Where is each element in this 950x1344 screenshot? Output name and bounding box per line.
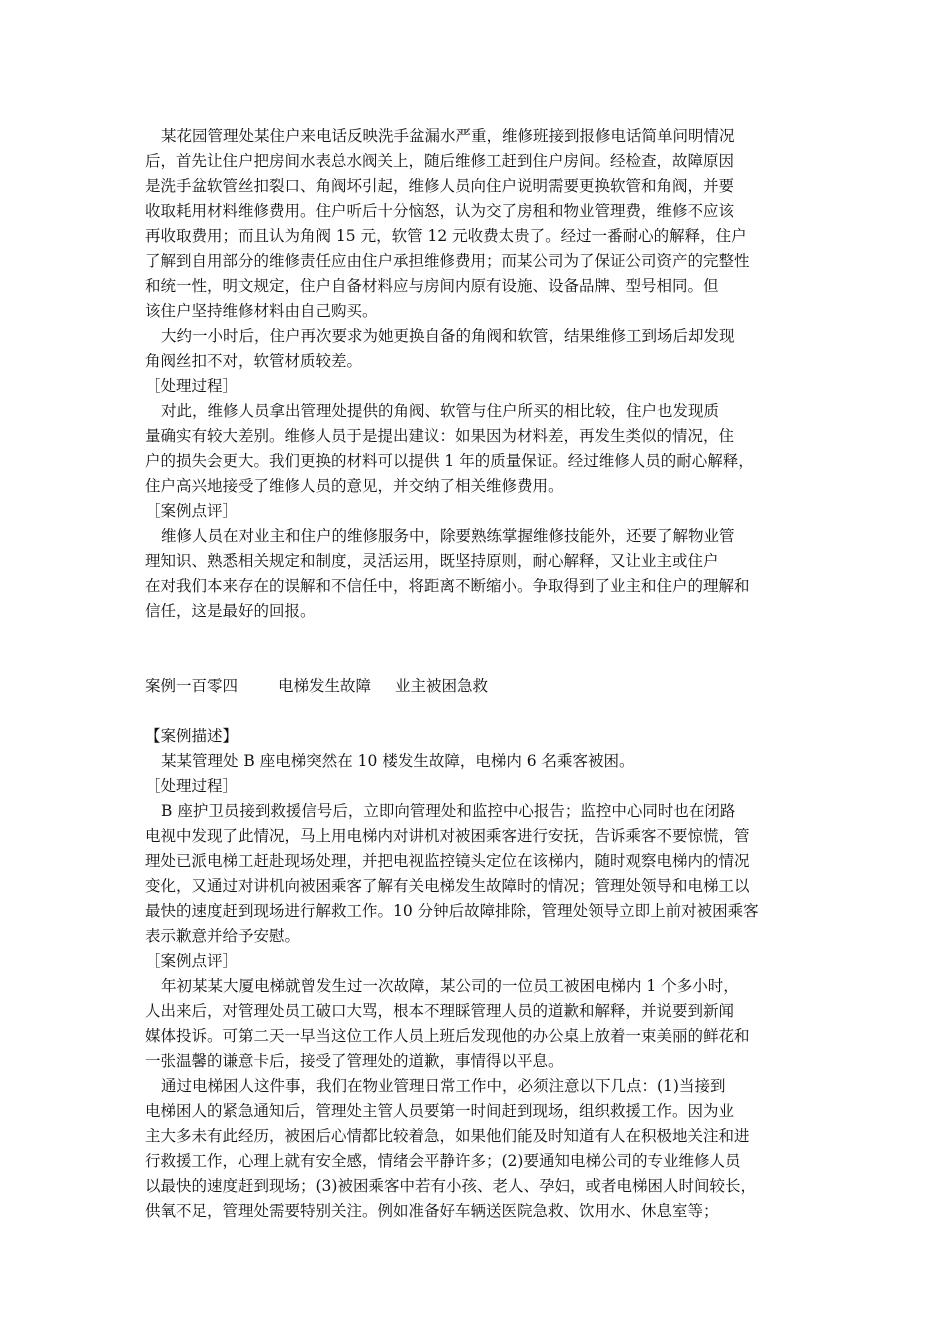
paragraph-line: 角阀丝扣不对，软管材质较差。: [145, 352, 363, 370]
case-title-part1: 电梯发生故障: [278, 677, 372, 695]
paragraph-line: 后，首先让住户把房间水表总水阀关上，随后维修工赶到住户房间。经检查，故障原因: [145, 152, 735, 170]
paragraph-line: 供氧不足，管理处需要特别关注。例如准备好车辆送医院急救、饮用水、休息室等；: [145, 1202, 719, 1220]
case-number: 案例一百零四: [145, 677, 239, 695]
paragraph-line: 和统一性，明文规定，住户自备材料应与房间内原有设施、设备品牌、型号相同。但: [145, 277, 719, 295]
paragraph-line: 电梯困人的紧急通知后，管理处主管人员要第一时间赶到现场，组织救援工作。因为业: [145, 1102, 735, 1120]
paragraph-line: 住户高兴地接受了维修人员的意见，并交纳了相关维修费用。: [145, 477, 564, 495]
paragraph-line: 年初某某大厦电梯就曾发生过一次故障，某公司的一位员工被困电梯内 1 个多小时，: [161, 977, 739, 995]
paragraph-line: 最快的速度赶到现场进行解救工作。10 分钟后故障排除，管理处领导立即上前对被困乘客: [145, 902, 759, 920]
paragraph-line: 信任，这是最好的回报。: [145, 602, 316, 620]
paragraph-line: 量确实有较大差别。维修人员于是提出建议：如果因为材料差，再发生类似的情况，住: [145, 427, 735, 445]
paragraph-line: 媒体投诉。可第二天一早当这位工作人员上班后发现他的办公桌上放着一束美丽的鲜花和: [145, 1027, 750, 1045]
section-heading-review: ［案例点评］: [145, 502, 239, 520]
paragraph-line: 某花园管理处某住户来电话反映洗手盆漏水严重，维修班接到报修电话简单问明情况: [161, 127, 735, 145]
paragraph-line: 对此，维修人员拿出管理处提供的角阀、软管与住户所买的相比较，住户也发现质: [161, 402, 720, 420]
section-heading-process: ［处理过程］: [145, 377, 239, 395]
case-title: [145, 674, 805, 699]
paragraph-line: 主大多未有此经历，被困后心情都比较着急，如果他们能及时知道有人在积极地关注和进: [145, 1127, 750, 1145]
section-heading-process: ［处理过程］: [145, 777, 239, 795]
paragraph-line: 理知识、熟悉相关规定和制度，灵活运用，既坚持原则，耐心解释，又让业主或住户: [145, 552, 719, 570]
paragraph-line: 一张温馨的谦意卡后，接受了管理处的道歉，事情得以平息。: [145, 1052, 564, 1070]
paragraph-line: 是洗手盆软管丝扣裂口、角阀坏引起，维修人员向住户说明需要更换软管和角阀，并要: [145, 177, 735, 195]
paragraph-line: 维修人员在对业主和住户的维修服务中，除要熟练掌握维修技能外，还要了解物业管: [161, 527, 735, 545]
paragraph-line: B 座护卫员接到救援信号后，立即向管理处和监控中心报告；监控中心同时也在闭路: [161, 802, 736, 820]
paragraph-line: 行救援工作，心理上就有安全感，情绪会平静许多；(2)要通知电梯公司的专业维修人员: [145, 1152, 741, 1170]
paragraph-line: 户的损失会更大。我们更换的材料可以提供 1 年的质量保证。经过维修人员的耐心解释，: [145, 452, 754, 470]
paragraph-line: 通过电梯困人这件事，我们在物业管理日常工作中，必须注意以下几点：(1)当接到: [161, 1077, 726, 1095]
paragraph-line: 电视中发现了此情况，马上用电梯内对讲机对被困乘客进行安抚，告诉乘客不要惊慌，管: [145, 827, 750, 845]
case-title-part2: 业主被困急救: [395, 677, 489, 695]
paragraph-line: 某某管理处 B 座电梯突然在 10 楼发生故障，电梯内 6 名乘客被困。: [161, 752, 635, 770]
paragraph-line: 该住户坚持维修材料由自己购买。: [145, 302, 378, 320]
paragraph-line: 理处已派电梯工赶赴现场处理，并把电视监控镜头定位在该梯内，随时观察电梯内的情况: [145, 852, 750, 870]
section-heading-review: ［案例点评］: [145, 952, 239, 970]
paragraph-line: 以最快的速度赶到现场；(3)被困乘客中若有小孩、老人、孕妇，或者电梯困人时间较长，: [145, 1177, 756, 1195]
paragraph-line: 大约一小时后，住户再次要求为她更换自备的角阀和软管，结果维修工到场后却发现: [161, 327, 735, 345]
section-heading-description: 【案例描述】: [145, 727, 239, 745]
paragraph-line: 变化，又通过对讲机向被困乘客了解有关电梯发生故障时的情况；管理处领导和电梯工以: [145, 877, 750, 895]
paragraph-line: 在对我们本来存在的误解和不信任中，将距离不断缩小。争取得到了业主和住户的理解和: [145, 577, 750, 595]
paragraph-line: 人出来后，对管理处员工破口大骂，根本不理睬管理人员的道歉和解释，并说要到新闻: [145, 1002, 735, 1020]
paragraph-line: 再收取费用；而且认为角阀 15 元，软管 12 元收费太贵了。经过一番耐心的解释，住户: [145, 227, 747, 245]
paragraph-line: 了解到自用部分的维修责任应由住户承担维修费用；而某公司为了保证公司资产的完整性: [145, 252, 750, 270]
paragraph-line: 收取耗用材料维修费用。住户听后十分恼怒，认为交了房租和物业管理费，维修不应该: [145, 202, 735, 220]
paragraph-line: 表示歉意并给予安慰。: [145, 927, 301, 945]
